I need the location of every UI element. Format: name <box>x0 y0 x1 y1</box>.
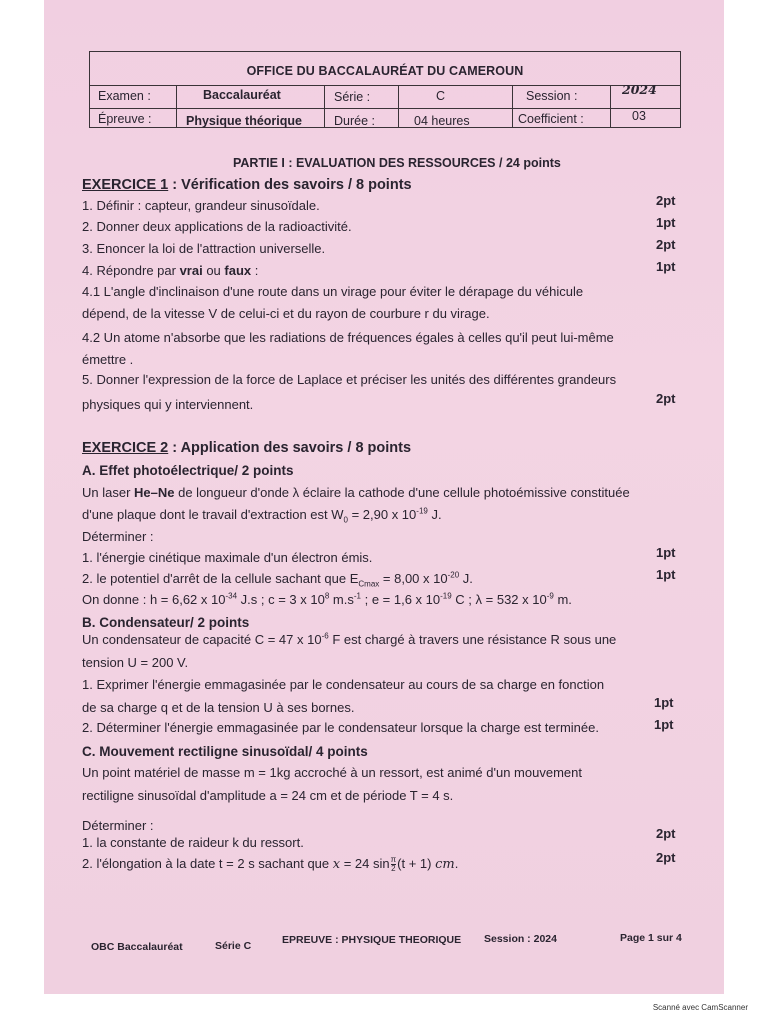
table-rule <box>176 85 177 127</box>
exercise-2-title: EXERCICE 2 : Application des savoirs / 8 points <box>82 440 412 456</box>
footer-org: OBC Baccalauréat <box>91 941 183 953</box>
ex2-part-c-title: C. Mouvement rectiligne sinusoïdal/ 4 points <box>82 744 368 759</box>
footer-page-number: Page 1 sur 4 <box>620 932 682 944</box>
duree-label: Durée : <box>334 114 375 128</box>
ex2-b-statement: Un condensateur de capacité C = 47 x $10^{-6}$ F est chargé à travers une résistance R sous une <box>82 631 617 647</box>
table-rule <box>398 85 399 127</box>
ex2-a-question-2: 2. le potentiel d'arrêt de la cellule sachant que $E_{Cmax} = 8,00$ x $10^{-20}$ J. <box>82 570 473 589</box>
ex2-c-question-2: 2. l'élongation à la date t = 2 s sachant que x = 24 sin $\frac{\pi}{2}$ (t + 1) cm. <box>82 855 459 874</box>
epreuve-value: Physique théorique <box>186 114 302 128</box>
ex2-a-given-data: On donne : h = 6,62 x $10^{-34}$ J.s ; c = 3 x $10^8$ $m.s^{-1}$ ; e = 1,6 x $10^{-19}$ C ; λ = 532 x $10^{-9}$ m. <box>82 591 572 607</box>
session-value: 2024 <box>622 82 657 97</box>
ex2-c-question-1: 1. la constante de raideur k du ressort. <box>82 835 304 850</box>
footer-session: Session : 2024 <box>484 933 557 945</box>
ex1-q4-points: 1pt <box>656 259 676 274</box>
ex1-question-3: 3. Enoncer la loi de l'attraction universelle. <box>82 241 326 256</box>
footer-epreuve: EPREUVE : PHYSIQUE THEORIQUE <box>282 934 462 946</box>
table-rule <box>324 85 325 127</box>
ex2-c-determine: Déterminer : <box>82 818 154 833</box>
epreuve-label: Épreuve : <box>98 112 152 126</box>
exam-paper <box>44 0 724 994</box>
exercise-1-title: EXERCICE 1 : Vérification des savoirs / 8 points <box>82 177 412 193</box>
ex2-a-question-1: 1. l'énergie cinétique maximale d'un électron émis. <box>82 550 373 565</box>
ex1-question-2: 2. Donner deux applications de la radioactivité. <box>82 219 352 234</box>
ex2-b-question-1: 1. Exprimer l'énergie emmagasinée par le condensateur au cours de sa charge en fonction <box>82 677 605 692</box>
table-rule <box>90 85 680 86</box>
ex2-part-b-title: B. Condensateur/ 2 points <box>82 615 250 630</box>
ex2-a-determine: Déterminer : <box>82 529 154 544</box>
ex1-question-5-cont: physiques qui y interviennent. <box>82 397 254 412</box>
table-rule <box>610 85 611 127</box>
examen-label: Examen : <box>98 89 151 103</box>
ex2-b-statement-cont: tension U = 200 V. <box>82 655 189 670</box>
pi-over-2-fraction: $\frac{\pi}{2}$ <box>390 855 397 874</box>
ex2-b-question-2: 2. Déterminer l'énergie emmagasinée par le condensateur lorsque la charge est terminée. <box>82 720 599 735</box>
examen-value: Baccalauréat <box>203 88 281 102</box>
table-rule <box>90 108 680 109</box>
ex2-a-q2-points: 1pt <box>656 567 676 582</box>
header-table <box>89 51 681 128</box>
ex2-b-question-1-cont: de sa charge q et de la tension U à ses bornes. <box>82 700 355 715</box>
ex1-q1-points: 2pt <box>656 193 676 208</box>
ex1-question-1: 1. Définir : capteur, grandeur sinusoïdale. <box>82 198 320 213</box>
ex2-c-q2-points: 2pt <box>656 850 676 865</box>
part-heading: PARTIE I : EVALUATION DES RESSOURCES / 24 points <box>233 156 561 170</box>
header-title: OFFICE DU BACCALAURÉAT DU CAMEROUN <box>246 64 524 78</box>
scanner-watermark: Scanné avec CamScanner <box>652 1003 748 1012</box>
serie-label: Série : <box>334 90 371 104</box>
ex2-a-statement: Un laser He–Ne de longueur d'onde λ éclaire la cathode d'une cellule photoémissive constituée <box>82 485 630 500</box>
ex1-question-4-2-cont: émettre . <box>82 352 134 367</box>
coefficient-value: 03 <box>632 109 646 123</box>
ex1-question-4-1: 4.1 L'angle d'inclinaison d'une route dans un virage pour éviter le dérapage du véhicule <box>82 284 584 299</box>
ex1-question-4: 4. Répondre par vrai ou faux : <box>82 263 259 278</box>
ex1-question-4-2: 4.2 Un atome n'absorbe que les radiations de fréquences égales à celles qu'il peut lui-même <box>82 330 614 345</box>
ex2-c-statement-cont: rectiligne sinusoïdal d'amplitude a = 24 cm et de période T = 4 s. <box>82 788 454 803</box>
ex2-a-q1-points: 1pt <box>656 545 676 560</box>
footer-serie: Série C <box>215 940 252 952</box>
ex2-c-statement: Un point matériel de masse m = 1kg accroché à un ressort, est animé d'un mouvement <box>82 765 582 780</box>
ex2-a-statement-cont: d'une plaque dont le travail d'extraction est $W_0 = 2,90$ x $10^{-19}$ J. <box>82 506 442 525</box>
session-label: Session : <box>526 89 578 103</box>
ex2-b-q2-points: 1pt <box>654 717 674 732</box>
ex1-q2-points: 1pt <box>656 215 676 230</box>
coefficient-label: Coefficient : <box>518 112 584 126</box>
ex2-c-q1-points: 2pt <box>656 826 676 841</box>
serie-value: C <box>436 89 446 103</box>
ex2-part-a-title: A. Effet photoélectrique/ 2 points <box>82 463 294 478</box>
ex2-b-q1-points: 1pt <box>654 695 674 710</box>
ex1-q5-points: 2pt <box>656 391 676 406</box>
ex1-q3-points: 2pt <box>656 237 676 252</box>
duree-value: 04 heures <box>414 114 470 128</box>
ex1-question-4-1-cont: dépend, de la vitesse V de celui-ci et du rayon de courbure r du virage. <box>82 306 490 321</box>
table-rule <box>512 85 513 127</box>
ex1-question-5: 5. Donner l'expression de la force de Laplace et préciser les unités des différentes grandeurs <box>82 372 617 387</box>
